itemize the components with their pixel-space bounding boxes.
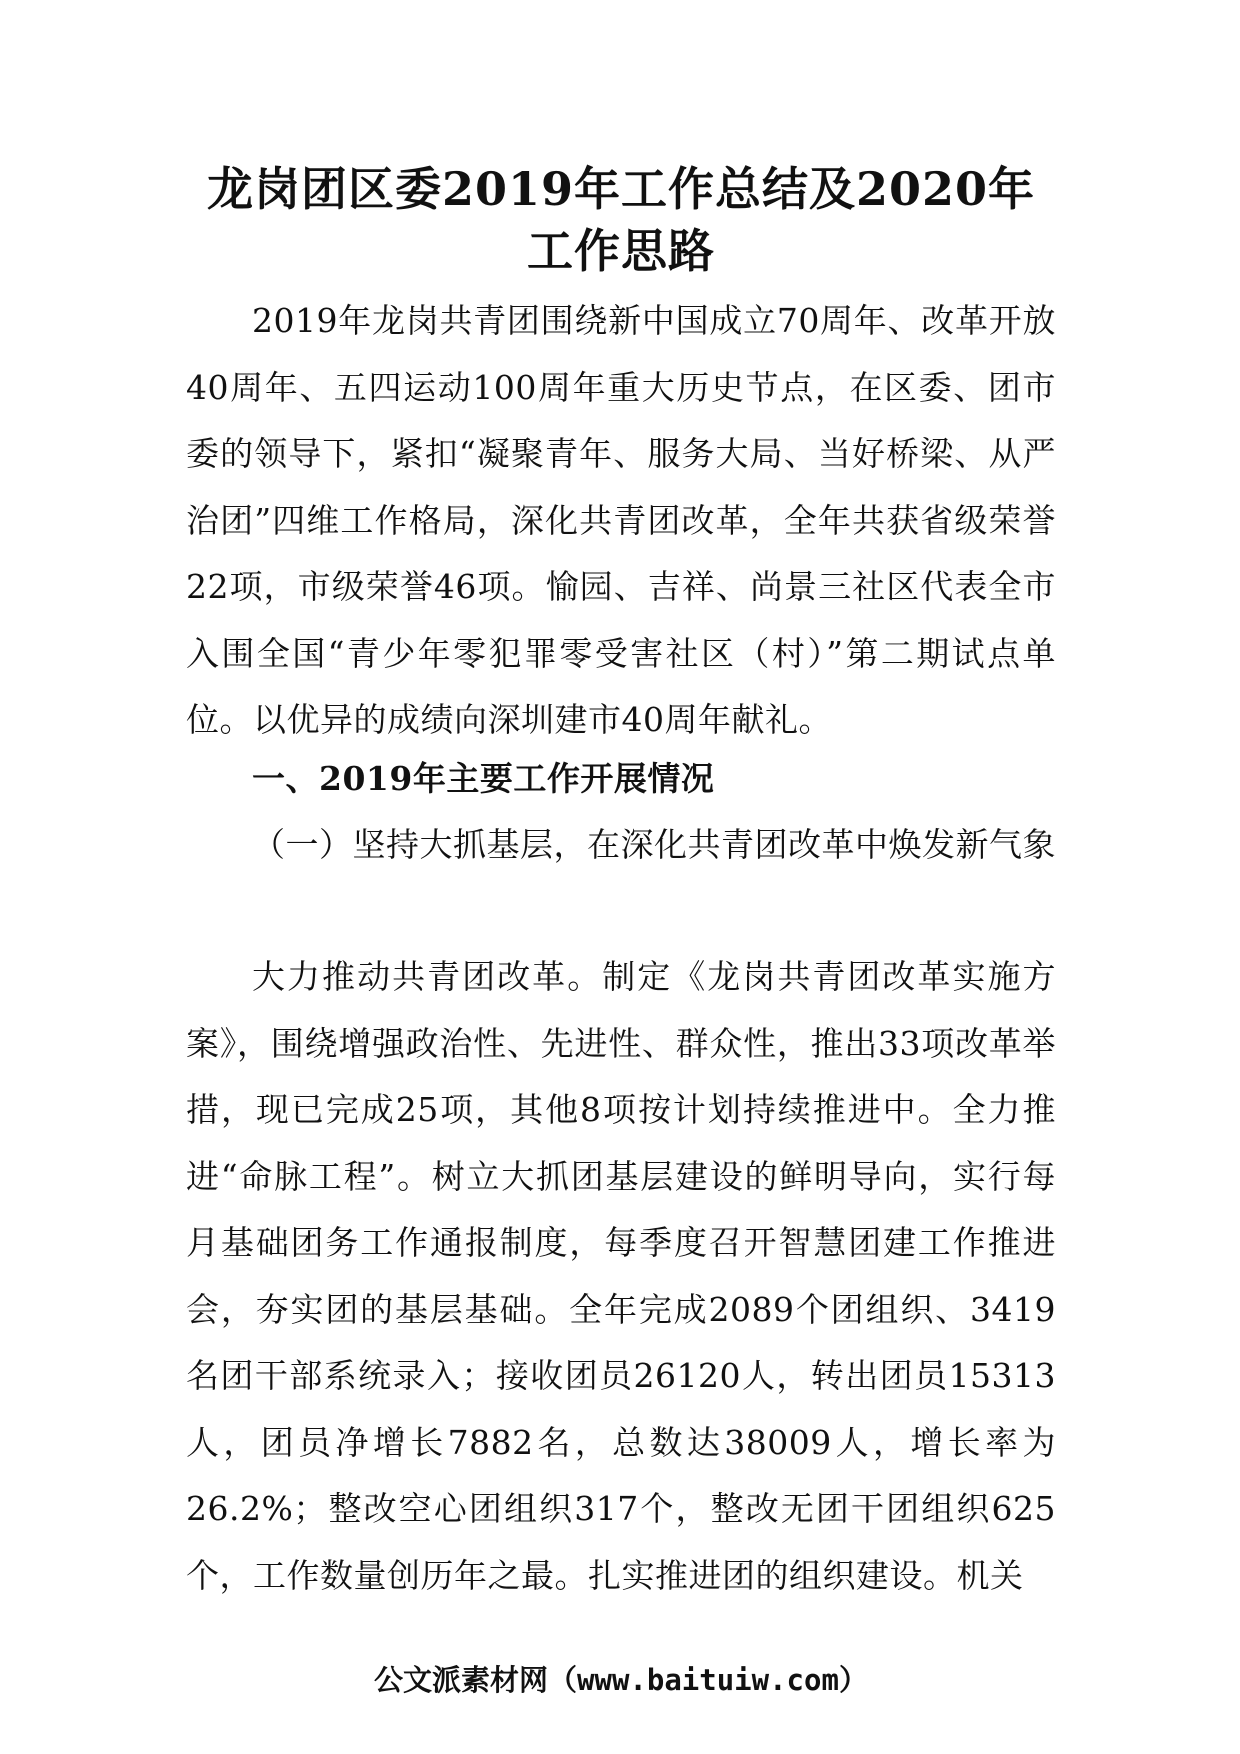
section-heading: 一、2019年主要工作开展情况: [252, 759, 715, 798]
document-title: 龙岗团区委2019年工作总结及2020年工作思路: [206, 162, 1036, 278]
intro-paragraph: 2019年龙岗共青团围绕新中国成立70周年、改革开放40周年、五四运动100周年重大历史节点，在区委、团市委的领导下，紧扣“凝聚青年、服务大局、当好桥梁、从严治团”四维工作格局，深化共青团改革，全年共获省级荣誉22项，市级荣誉46项。愉园、吉祥、尚景三社区代表全市入围全国“青少年零犯罪零受害社区（村）”第二期试点单位。以优异的成绩向深圳建市40周年献礼。: [186, 301, 1056, 739]
subsection-heading: （一）坚持大抓基层，在深化共青团改革中焕发新气象: [252, 825, 1056, 864]
body-paragraph: 大力推动共青团改革。制定《龙岗共青团改革实施方案》，围绕增强政治性、先进性、群众性，推出33项改革举措，现已完成25项，其他8项按计划持续推进中。全力推进“命脉工程”。树立大抓团基层建设的鲜明导向，实行每月基础团务工作通报制度，每季度召开智慧团建工作推进会，夯实团的基层基础。全年完成2089个团组织、3419名团干部系统录入；接收团员26120人，转出团员15313人，团员净增长7882名，总数达38009人，增长率为26.2%；整改空心团组织317个，整改无团干团组织625个，工作数量创历年之最。扎实推进团的组织建设。机关: [186, 957, 1056, 1595]
footer-watermark: 公文派素材网（www.baituiw.com）: [374, 1663, 868, 1697]
